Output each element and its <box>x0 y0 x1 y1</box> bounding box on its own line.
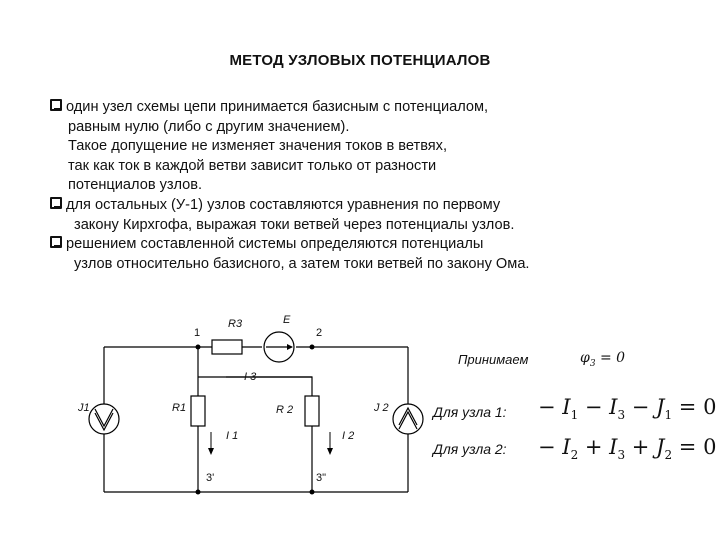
page-title: МЕТОД УЗЛОВЫХ ПОТЕНЦИАЛОВ <box>229 52 491 69</box>
bullet-1-line-4: так как ток в каждой ветви зависит только от разности <box>68 157 437 174</box>
label-node-1: 1 <box>194 327 201 339</box>
label-r2: R 2 <box>276 404 294 416</box>
bullet-1-line-3: Такое допущение не изменяет значения токов в ветвях, <box>68 138 448 155</box>
bullet-1-line-1: один узел схемы цепи принимается базисным с потенциалом, <box>66 99 489 115</box>
bullet-2-line-1: для остальных (У-1) узлов составляются уравнения по первому <box>66 196 501 213</box>
label-r3: R3 <box>228 318 243 330</box>
label-node-3a: 3' <box>206 472 215 484</box>
label-e: E <box>283 314 291 326</box>
node-2-dot <box>310 345 315 350</box>
label-r1: R1 <box>172 402 187 414</box>
resistor-r2 <box>305 396 319 426</box>
label-i2: I 2 <box>342 430 355 442</box>
bullet-1-line-2: равным нулю (либо с другим значением). <box>68 118 350 135</box>
label-node-3b: 3" <box>316 472 327 484</box>
label-i1: I 1 <box>226 430 239 442</box>
label-i3: I 3 <box>244 371 257 383</box>
bullet-1-line-5: потенциалов узлов. <box>68 177 203 194</box>
bullet-3-line-2: узлов относительно базисного, а затем токи ветвей по закону Ома. <box>74 255 530 272</box>
label-j1: J1 <box>78 402 90 414</box>
assumption-formula: $\varphi_3 = 0$ <box>580 350 626 369</box>
node-3b-dot <box>310 490 315 495</box>
equation-node-2: − $I_2 + I_3 + J_2 = 0$ <box>538 435 717 463</box>
node-1-caption: Для узла 1: <box>433 404 507 420</box>
node-1-dot <box>196 345 201 350</box>
assumption-label: Принимаем <box>458 352 529 367</box>
label-j2: J 2 <box>374 402 389 414</box>
label-node-2: 2 <box>316 327 323 339</box>
wire-r2-left <box>226 377 312 396</box>
resistor-r1 <box>191 396 205 426</box>
equation-node-1: − $I_1 - I_3 - J_1 = 0$ <box>538 395 717 423</box>
bullet-3-line-1: решением составленной системы определяются потенциалы <box>66 236 484 253</box>
node-3a-dot <box>196 490 201 495</box>
bullet-2-line-2: закону Кирхгофа, выражая токи ветвей через потенциалы узлов. <box>74 216 515 233</box>
resistor-r3 <box>212 340 242 354</box>
node-2-caption: Для узла 2: <box>433 441 507 457</box>
